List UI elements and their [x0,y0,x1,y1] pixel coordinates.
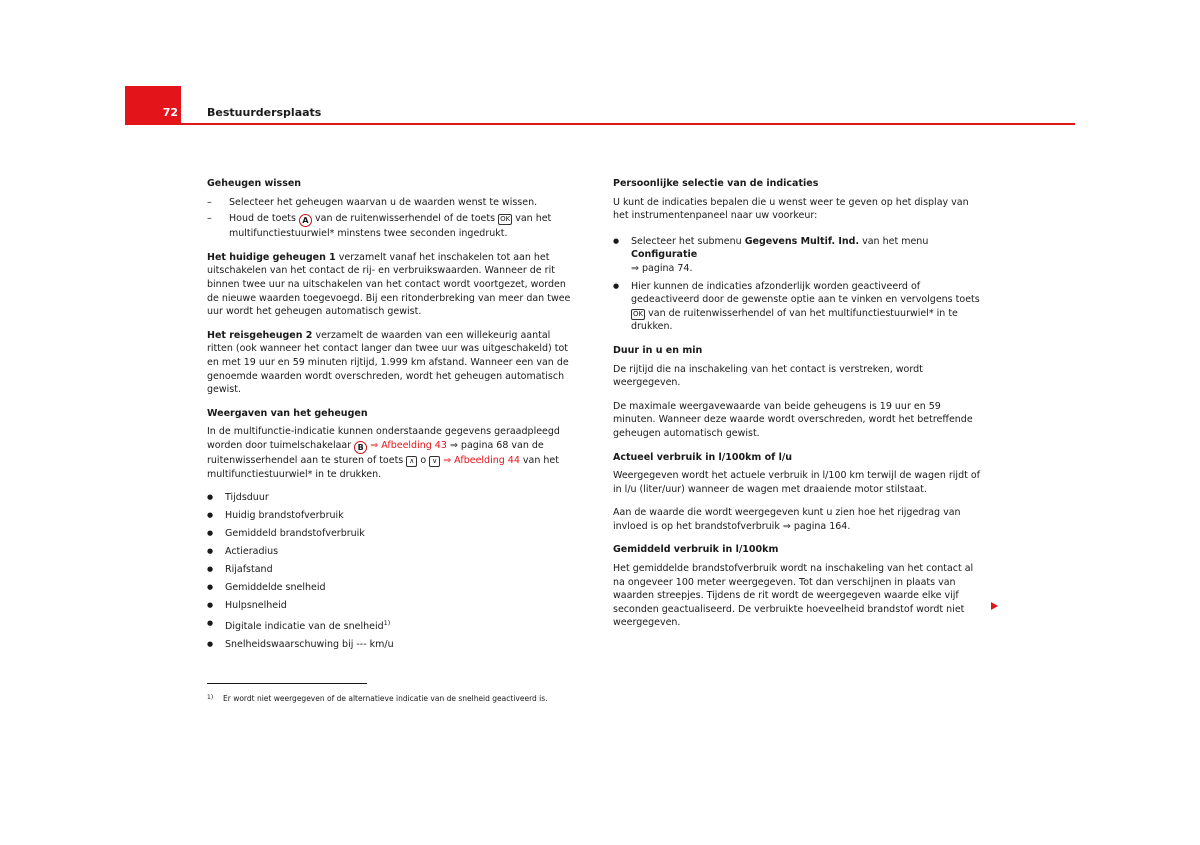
ok-button-icon: OK [500,215,511,224]
heading-weergaven: Weergaven van het geheugen [207,407,368,419]
list-item: ● Hulpsnelheid [207,599,577,613]
paragraph-duur-2: De maximale weergavewaarde van beide geheugens is 19 uur en 59 minuten. Wanneer deze waarde wordt overschreden, wordt het betreffende geheugen automatisch gewist. [613,400,973,439]
list-item [613,280,983,334]
paragraph-text: verzamelt vanaf het inschakelen tot aan het uitschakelen van het contact de rij- en verbruikswaarden. Wanneer de rit binnen twee uur na uitschakelen van het contact wordt voortgezet, worden de nieuwe waarden toegevoegd. Bij een ritonderbreking van meer dan twee uur wordt het geheugen automatisch gewist. [207,251,571,318]
figure-link-43[interactable]: ⇒ Afbeelding 43 [370,439,447,451]
list-item [207,617,577,634]
section-title: Bestuurdersplaats [207,106,322,119]
up-arrow-icon: ∧ [406,456,417,467]
paragraph-duur-1: De rijtijd die na inschakeling van het contact is verstreken, wordt weergegeven. [613,363,923,389]
paragraph-selectie: U kunt de indicaties bepalen die u wenst weer te geven op het display van het instrumentenpaneel naar uw voorkeur: [613,196,969,222]
page-number: 72 [162,106,178,119]
list-item: ● Gemiddeld brandstofverbruik [207,527,577,541]
list-item: ● Actieradius [207,545,577,559]
paragraph-text: van het multifunctiestuurwiel* in te drukken. [207,454,559,480]
list-item-text: Selecteer het submenu [631,235,742,247]
footnote-mark: 1) [207,694,214,701]
footnote-ref: 1) [383,618,391,627]
figure-link-44[interactable]: ⇒ Afbeelding 44 [443,454,520,466]
menu-name: Configuratie [631,249,698,261]
list-item: ● Huidig brandstofverbruik [207,509,577,523]
header-rule [125,123,1075,125]
ok-button-icon: OK [633,309,644,318]
paragraph-reisgeheugen [207,329,577,397]
continue-arrow-icon [991,602,998,610]
bold-term: Het huidige geheugen 1 [207,251,336,263]
left-column [207,177,577,656]
page-ref: ⇒ pagina 74. [631,262,693,274]
down-arrow-icon: ∨ [429,456,440,467]
dash-item-text: Selecteer het geheugen waarvan u de waarden wenst te wissen. [229,196,538,208]
dash-item-text: van de ruitenwisserhendel of de toets [315,213,496,225]
paragraph-text: In de multifunctie-indicatie kunnen onderstaande gegevens geraadpleegd worden door tuimelschakelaar [207,426,560,451]
footnote-text: Er wordt niet weergegeven of de alternatieve indicatie van de snelheid geactiveerd is. [223,694,548,703]
paragraph-weergaven [207,425,577,481]
list-item-text: van de ruitenwisserhendel of van het multifunctiestuurwiel* in te drukken. [631,307,958,333]
key-b-icon: B [354,441,367,454]
dash-item-text: Houd de toets [229,213,296,225]
list-item-text: Digitale indicatie van de snelheid [225,621,384,633]
list-item: ● Snelheidswaarschuwing bij --- km/u [207,638,577,652]
dash-list [207,196,577,241]
list-item-text: van het menu [862,235,929,247]
dash-item [207,196,577,210]
bold-term: Het reisgeheugen 2 [207,329,313,341]
right-column [613,177,983,640]
paragraph-text: ⇒ pagina 68 van de ruitenwisserhendel aan te sturen of toets [207,439,544,466]
footnote-rule [207,683,367,684]
list-item: ● Gemiddelde snelheid [207,581,577,595]
paragraph-text: verzamelt de waarden van een willekeurig aantal ritten (ook wanneer het contact langer dan twee uur was uitgeschakeld) tot en met 19 uur en 59 minuten rijtijd, 1.999 km afstand. Wanneer een van de genoemde waarden wordt overschreden, wordt het geheugen automatisch gewist. [207,329,569,396]
heading-actueel-verbruik: Actueel verbruik in l/100km of l/u [613,451,793,463]
paragraph-gemiddeld: Het gemiddelde brandstofverbruik wordt na inschakeling van het contact al na ongeveer 100 meter weergegeven. Tot dan verschijnen in plaats van waarden streepjes. Tijdens de rit wordt de weergegeven waarde elke vijf seconden geactualiseerd. De verbruikte hoeveelheid brandstof wordt niet weergegeven. [613,563,974,629]
dash-item [207,212,577,241]
key-a-icon: A [299,214,312,227]
paragraph-text: o [420,454,427,466]
menu-name: Gegevens Multif. Ind. [744,235,860,247]
heading-duur: Duur in u en min [613,344,703,356]
paragraph-actueel-2: Aan de waarde die wordt weergegeven kunt u zien hoe het rijgedrag van invloed is op het brandstofverbruik ⇒ pagina 164. [613,507,961,532]
dash-item-text: van het multifunctiestuurwiel* minstens twee seconden ingedrukt. [229,213,552,240]
selectie-steps [613,235,983,334]
footnote [207,693,548,704]
heading-geheugen-wissen: Geheugen wissen [207,178,302,189]
heading-persoonlijke-selectie: Persoonlijke selectie van de indicaties [613,178,819,189]
list-item [613,235,983,276]
list-item-text: Hier kunnen de indicaties afzonderlijk worden geactiveerd of gedeactiveerd door de gewenste optie aan te vinken en vervolgens toets [631,280,980,306]
paragraph-huidig-geheugen [207,251,577,319]
indication-list [207,491,577,652]
list-item: ● Tijdsduur [207,491,577,505]
paragraph-actueel-1: Weergegeven wordt het actuele verbruik in l/100 km terwijl de wagen rijdt of in l/u (liter/uur) wanneer de wagen met draaiende motor stilstaat. [613,470,981,495]
list-item: ● Rijafstand [207,563,577,577]
heading-gemiddeld-verbruik: Gemiddeld verbruik in l/100km [613,544,779,556]
